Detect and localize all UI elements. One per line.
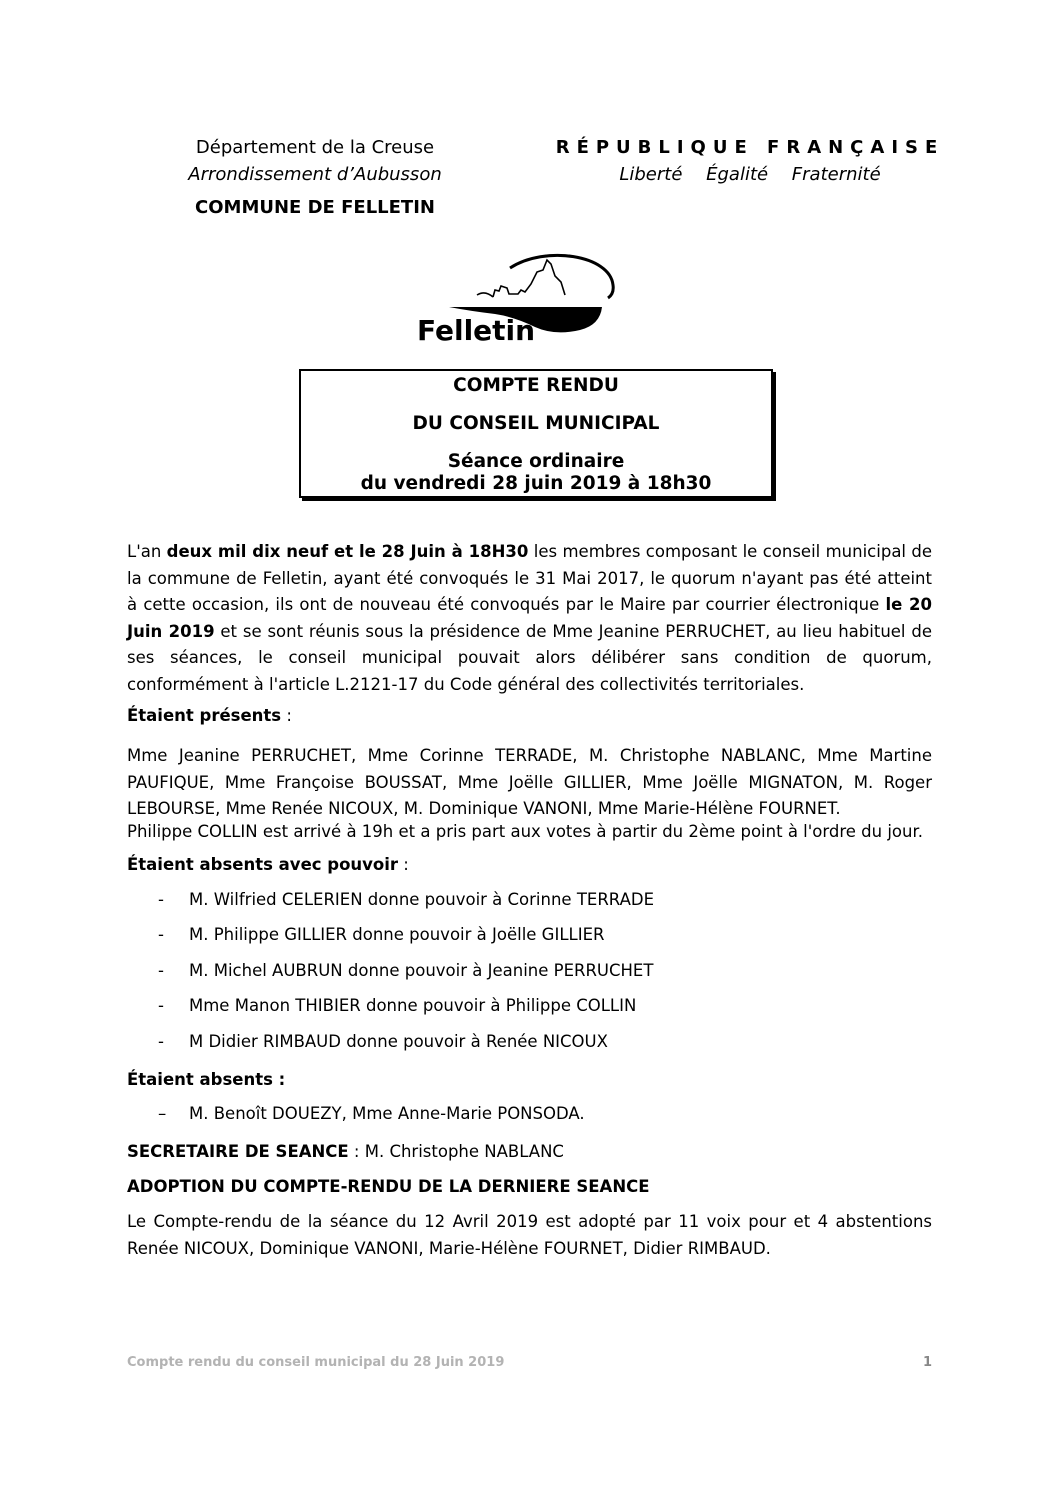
page-footer — [127, 1355, 932, 1370]
secretaire-value: : M. Christophe NABLANC — [348, 1142, 564, 1161]
list-item: - M. Wilfried CELERIEN donne pouvoir à Corinne TERRADE — [158, 890, 655, 909]
title-line-2: DU CONSEIL MUNICIPAL — [412, 413, 660, 434]
list-item: - M. Michel AUBRUN donne pouvoir à Jeanine PERRUCHET — [158, 961, 654, 980]
felletin-logo — [415, 250, 615, 354]
intro-paragraph — [127, 539, 932, 698]
proxy-item-5: M Didier RIMBAUD donne pouvoir à Renée NICOUX — [189, 1032, 608, 1051]
absents-pouvoir-suffix: : — [398, 855, 409, 874]
title-line-3: Séance ordinaire — [447, 451, 625, 472]
absents-heading — [127, 1067, 932, 1094]
title-line-1: COMPTE RENDU — [453, 375, 619, 396]
presents-heading: Étaient présents — [127, 706, 282, 725]
title-line-4: du vendredi 28 juin 2019 à 18h30 — [360, 473, 712, 494]
intro-part-2: les membres composant le conseil municipal de la commune de Felletin, ayant été convoqués le 31 Mai 2017, le quorum n'ayant pas été atteint à cette occasion, ils ont de nouveau été convoqués par le Maire par courrier électronique — [127, 542, 933, 614]
proxy-item-1: M. Wilfried CELERIEN donne pouvoir à Corinne TERRADE — [189, 890, 655, 909]
title-box — [299, 369, 773, 498]
page-number: 1 — [922, 1355, 932, 1370]
proxy-item-3: M. Michel AUBRUN donne pouvoir à Jeanine PERRUCHET — [189, 961, 654, 980]
header-left — [150, 134, 480, 221]
intro-part-3: et se sont réunis sous la présidence de Mme Jeanine PERRUCHET, au lieu habituel de ses séances, le conseil municipal pouvait alors délibérer sans condition de quorum, conformément à l'article L.2121-17 du Code général des collectivités territoriales. — [127, 621, 932, 694]
intro-part-1: L'an — [127, 542, 167, 561]
presents-list: Mme Jeanine PERRUCHET, Mme Corinne TERRADE, M. Christophe NABLANC, Mme Martine PAUFIQUE, Mme Françoise BOUSSAT, Mme Joëlle GILLIER, Mme Joëlle MIGNATON, M. Roger LEBOURSE, Mme Renée NICOUX, M. Dominique VANONI, Mme Marie-Hélène FOURNET. — [127, 746, 932, 818]
logo-text: Felletin — [417, 314, 536, 347]
absents-pouvoir-heading: Étaient absents avec pouvoir — [127, 855, 399, 874]
absents-pouvoir-heading-line — [127, 852, 932, 879]
intro-bold-1: deux mil dix neuf et le 28 Juin à 18H30 — [166, 542, 529, 561]
list-item: - M Didier RIMBAUD donne pouvoir à Renée NICOUX — [158, 1032, 608, 1051]
commune: COMMUNE DE FELLETIN — [195, 197, 435, 218]
absent-item: M. Benoît DOUEZY, Mme Anne-Marie PONSODA. — [189, 1104, 585, 1123]
header-right — [545, 134, 955, 188]
list-item: - Mme Manon THIBIER donne pouvoir à Philippe COLLIN — [158, 996, 637, 1015]
presents-heading-line — [127, 703, 932, 730]
republique: RÉPUBLIQUE FRANÇAISE — [555, 137, 945, 158]
secretaire-line — [127, 1139, 932, 1166]
list-item: – M. Benoît DOUEZY, Mme Anne-Marie PONSODA. — [158, 1104, 585, 1123]
footer-text: Compte rendu du conseil municipal du 28 Juin 2019 — [127, 1355, 505, 1370]
presents-suffix: : — [281, 706, 292, 725]
list-item: - M. Philippe GILLIER donne pouvoir à Joëlle GILLIER — [158, 925, 605, 944]
secretaire-label: SECRETAIRE DE SEANCE — [127, 1142, 349, 1161]
adoption-heading — [127, 1174, 932, 1201]
intro-bold-2: le 20 Juin 2019 — [127, 595, 933, 641]
adoption-heading-text: ADOPTION DU COMPTE-RENDU DE LA DERNIERE SEANCE — [127, 1177, 650, 1196]
devise: Liberté Égalité Fraternité — [619, 164, 881, 185]
absents-heading-text: Étaient absents : — [127, 1070, 286, 1089]
adoption-text: Le Compte-rendu de la séance du 12 Avril 2019 est adopté par 11 voix pour et 4 abstentions Renée NICOUX, Dominique VANONI, Marie-Hélène FOURNET, Didier RIMBAUD. — [127, 1212, 932, 1258]
proxy-item-2: M. Philippe GILLIER donne pouvoir à Joëlle GILLIER — [189, 925, 605, 944]
arrondissement: Arrondissement d’Aubusson — [188, 164, 442, 185]
departement: Département de la Creuse — [195, 137, 435, 158]
proxy-item-4: Mme Manon THIBIER donne pouvoir à Philippe COLLIN — [189, 996, 637, 1015]
arrival-note: Philippe COLLIN est arrivé à 19h et a pris part aux votes à partir du 2ème point à l'ordre du jour. — [127, 822, 923, 841]
